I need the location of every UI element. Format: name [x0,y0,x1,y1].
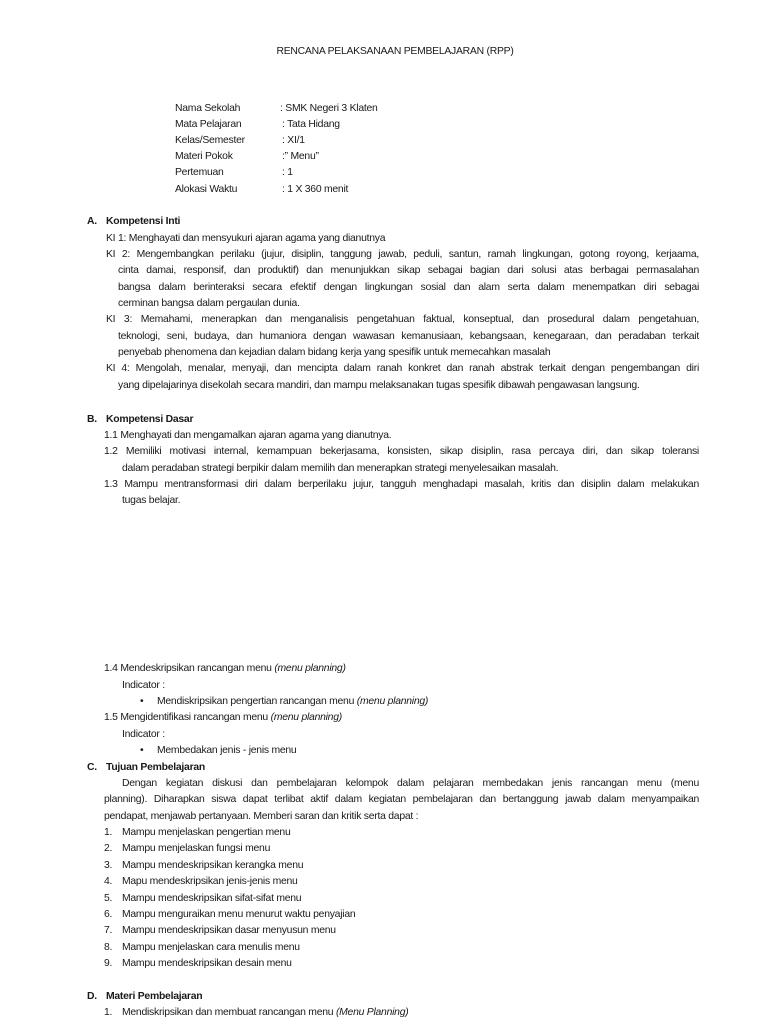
info-label: Mata Pelajaran [175,119,242,130]
indicator-item: Membedakan jenis - jenis menu [157,745,297,756]
list-item: Mampu mendeskripsikan kerangka menu [122,859,304,871]
kd-1-3-line: tugas belajar. [122,495,181,506]
info-label: Kelas/Semester [175,135,245,146]
ki-1: KI 1: Menghayati dan mensyukuri ajaran agama yang dianutnya [106,233,386,244]
ki-2-line: bangsa dalam berinteraksi secara efektif dengan lingkungan sosial dan alam serta dalam menempatkan diri sebagai [118,282,699,293]
info-label: Nama Sekolah [175,103,241,114]
list-italic: (Menu Planning) [335,1007,409,1018]
info-value: : 1 [282,167,293,178]
indicator-label: Indicator : [122,729,165,740]
list-item: Mampu menguraikan menu menurut waktu penyajian [122,909,356,920]
list-item: Mapu mendeskripsikan jenis-jenis menu [122,876,298,888]
section-letter: A. [87,216,97,227]
kd-1-5 [104,710,342,726]
paragraph-line: pendapat, menjawab pertanyaan. Memberi saran dan kritik serta dapat : [104,811,419,822]
info-label: Pertemuan [175,167,224,178]
info-value: : Tata Hidang [282,119,340,130]
indicator-label: Indicator : [122,680,165,691]
list-number: 2. [104,843,113,855]
kd-1-1: 1.1 Menghayati dan mengamalkan ajaran agama yang dianutnya. [104,430,392,441]
indicator-item [157,694,428,710]
list-number: 4. [104,876,113,888]
list-number: 1. [104,827,113,838]
kd-1-2-line: 1.2 Memiliki motivasi internal, kemampuan bekerjasama, konsisten, sikap disiplin, rasa percaya diri, dan sikap toleransi [104,446,699,457]
bullet-icon: • [140,696,144,707]
section-letter: D. [87,991,97,1002]
info-label: Materi Pokok [175,151,233,162]
ki-4-line: yang dipelajarinya disekolah secara mandiri, dan mampu melaksanakan tugas spesifik dibawah pengawasan langsung. [118,380,640,391]
paragraph-line: Dengan kegiatan diskusi dan pembelajaran kelompok dalam pelajaran membedakan jenis rancangan menu (menu [122,778,699,789]
ki-2-line: KI 2: Mengembangkan perilaku (jujur, disiplin, tanggung jawab, peduli, santun, ramah lingkungan, gotong royong, kerjaama, [106,249,699,260]
list-item: Mampu menjelaskan cara menulis menu [122,941,300,953]
list-number: 5. [104,892,113,904]
ki-3-line: KI 3: Memahami, menerapkan dan menganalisis pengetahuan faktual, konseptual, dan prosedural dalam pengetahuan, [106,314,699,325]
list-item: Mampu mendeskripsikan sifat-sifat menu [122,892,302,904]
list-text: Mendiskripsikan dan membuat rancangan menu [122,1007,334,1018]
kd-italic: (menu planning) [274,663,346,674]
list-item: Mampu menjelaskan pengertian menu [122,827,291,838]
kd-1-4 [104,661,346,677]
list-number: 7. [104,925,113,937]
info-value: : 1 X 360 menit [282,184,349,195]
kd-text: 1.4 Mendeskripsikan rancangan menu [104,663,272,674]
list-item: Mampu menjelaskan fungsi menu [122,843,271,855]
list-number: 9. [104,958,113,970]
ki-2-line: cerminan bangsa dalam pergaulan dunia. [118,298,300,309]
section-letter: C. [87,762,97,773]
list-item: Mampu mendeskripsikan dasar menyusun menu [122,925,336,937]
section-heading: Materi Pembelajaran [106,991,203,1002]
info-value: : SMK Negeri 3 Klaten [280,103,378,114]
list-number: 6. [104,909,113,920]
section-heading: Kompetensi Dasar [106,414,194,425]
ki-4-line: KI 4: Mengolah, menalar, menyaji, dan mencipta dalam ranah konkret dan ranah abstrak terkait dengan pengembangan diri [106,363,699,374]
list-item: Mampu mendeskripsikan desain menu [122,958,292,970]
document-title: RENCANA PELAKSANAAN PEMBELAJARAN (RPP) [276,46,514,57]
kd-text: 1.5 Mengidentifikasi rancangan menu [104,712,268,723]
section-letter: B. [87,414,97,425]
indicator-italic: (menu planning) [356,696,429,707]
kd-italic: (menu planning) [270,712,342,723]
ki-3-line: penyebab phenomena dan kejadian dalam bidang kerja yang spesifik untuk memecahkan masalah [118,347,551,358]
info-value: : XI/1 [282,135,305,146]
list-number: 3. [104,859,113,871]
section-heading: Tujuan Pembelajaran [106,762,205,773]
info-value: :” Menu” [282,151,319,162]
list-item [122,1005,408,1021]
ki-2-line: cinta damai, responsif, dan produktif) dan menunjukkan sikap sebagai bagian dari solusi atas berbagai permasalahan [118,265,699,276]
bullet-icon: • [140,745,144,756]
indicator-text: Mendiskripsikan pengertian rancangan menu [157,696,355,707]
ki-3-line: teknologi, seni, budaya, dan humaniora dengan wawasan kemanusiaan, kebangsaan, kenegaraan, dan peradaban terkait [118,331,699,342]
section-heading: Kompetensi Inti [106,216,181,227]
list-number: 1. [104,1007,113,1018]
kd-1-2-line: dalam peradaban strategi berpikir dalam memilih dan menerapkan strategi menyelesaikan masalah. [122,463,559,474]
kd-1-3-line: 1.3 Mampu mentransformasi diri dalam berperilaku jujur, tangguh menghadapi masalah, kritis dan disiplin dalam melakukan [104,479,699,490]
info-label: Alokasi Waktu [175,184,238,195]
list-number: 8. [104,941,113,953]
paragraph-line: planning). Diharapkan siswa dapat terlibat aktif dalam kegiatan pembelajaran dan bertanggung jawab dalam menyampaikan [104,794,699,805]
